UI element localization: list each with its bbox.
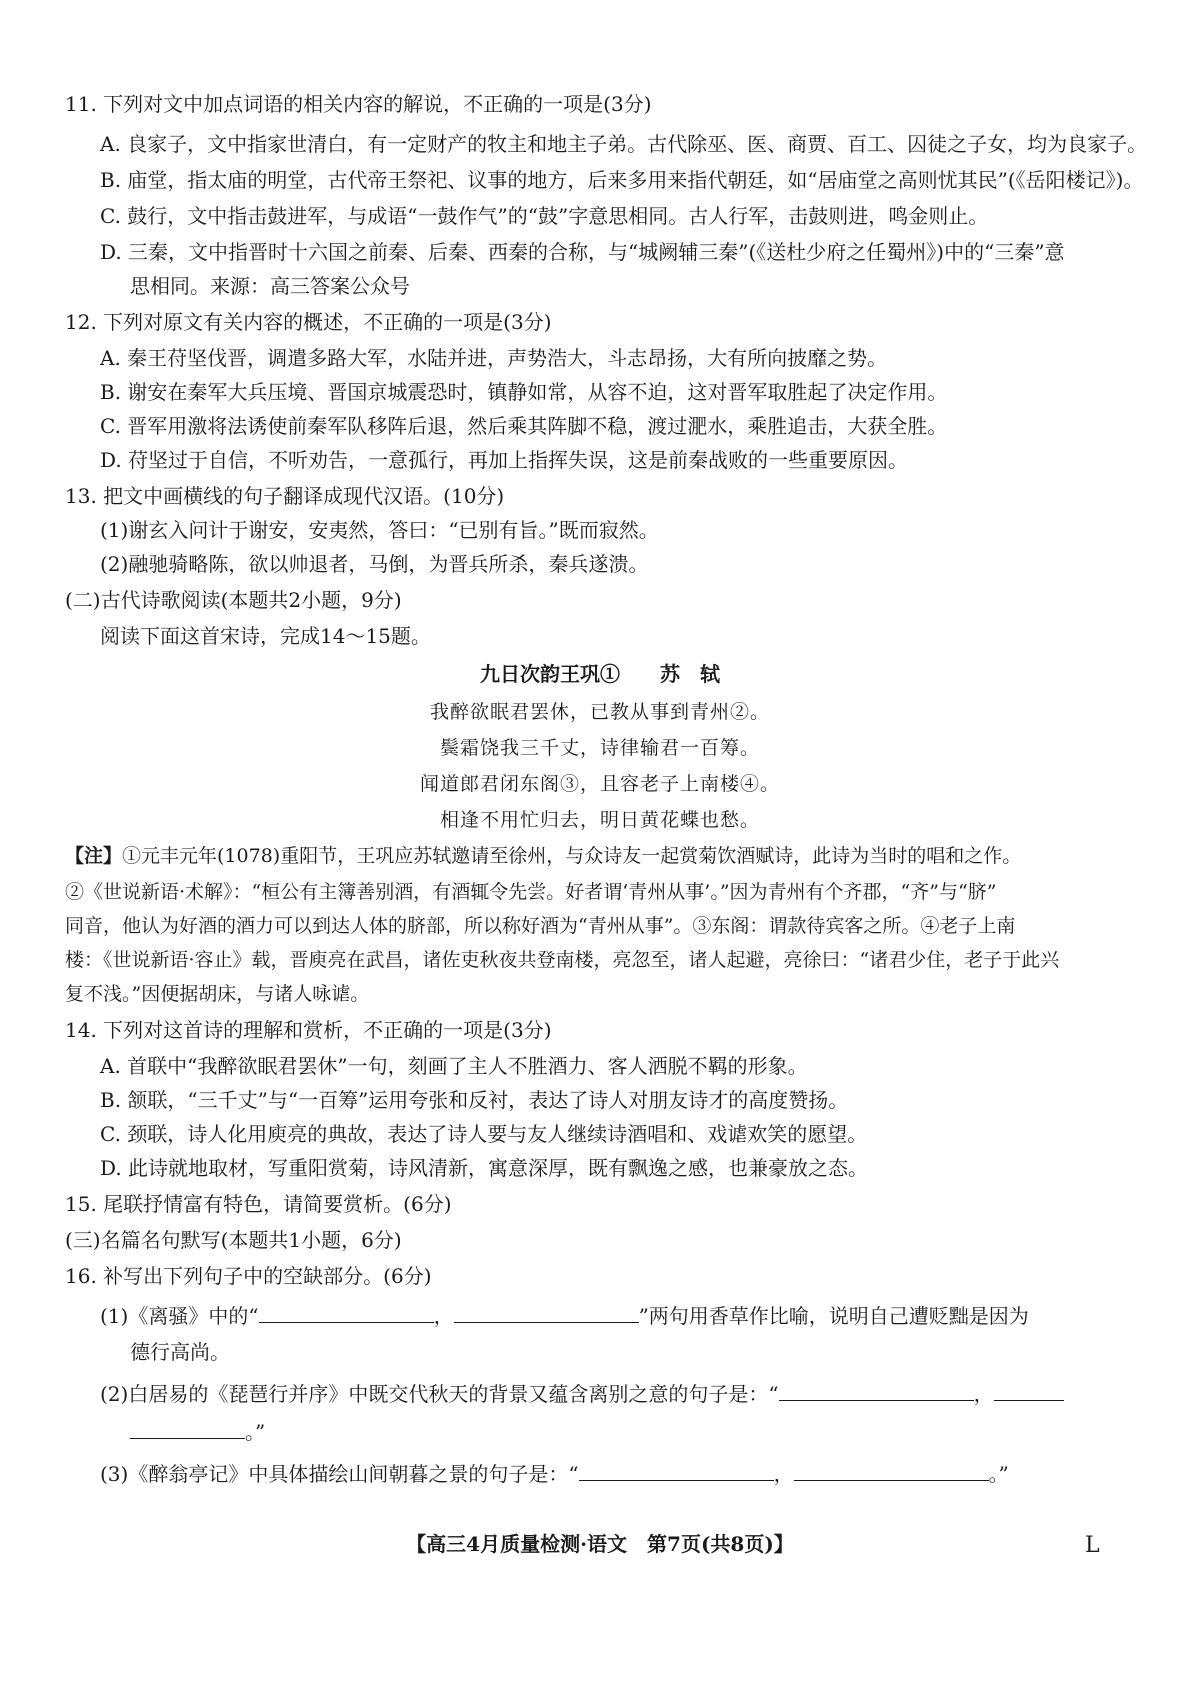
q11-stem: 11. 下列对文中加点词语的相关内容的解说，不正确的一项是(3分) — [65, 92, 652, 116]
q13-stem: 13. 把文中画横线的句子翻译成现代汉语。(10分) — [65, 484, 505, 508]
note-line-3: 同音，他认为好酒的酒力可以到达人体的脐部，所以称好酒为“青州从事”。③东阁：谓款待宾客之所。④老子上南 — [65, 915, 1016, 937]
q12-option-d: D. 苻坚过于自信，不听劝告，一意孤行，再加上指挥失误，这是前秦战败的一些重要原因。 — [100, 448, 909, 472]
q13-sentence-1: (1)谢玄入问计于谢安，安夷然，答曰：“已别有旨。”既而寂然。 — [100, 518, 659, 542]
q16-s3-comma: ， — [773, 1462, 794, 1486]
q14-stem: 14. 下列对这首诗的理解和赏析，不正确的一项是(3分) — [65, 1018, 552, 1042]
poem-line-2: 鬓霜饶我三千丈，诗律输君一百筹。 — [439, 737, 760, 759]
q14-option-b: B. 颔联，“三千丈”与“一百筹”运用夸张和反衬，表达了诗人对朋友诗才的高度赞扬。 — [100, 1088, 849, 1112]
poem-title: 九日次韵王巩① 苏 轼 — [480, 662, 720, 686]
q11-option-c: C. 鼓行，文中指击鼓进军，与成语“一鼓作气”的“鼓”字意思相同。古人行军，击鼓则进，鸣金则止。 — [100, 204, 989, 228]
q16-s1-comma: ， — [433, 1304, 454, 1328]
answer-blank[interactable] — [779, 1380, 974, 1401]
q16-s1-suffix: ”两句用香草作比喻，说明自己遭贬黜是因为 — [638, 1304, 1029, 1328]
answer-blank[interactable] — [454, 1302, 639, 1323]
answer-blank[interactable] — [130, 1418, 245, 1439]
q14-option-a: A. 首联中“我醉欲眠君罢休”一句，刻画了主人不胜酒力、客人洒脱不羁的形象。 — [100, 1054, 808, 1078]
q11-option-d: D. 三秦，文中指晋时十六国之前秦、后秦、西秦的合称，与“城阙辅三秦”(《送杜少府之任蜀州》)中的“三秦”意 — [100, 240, 1065, 264]
note-line-5: 复不浅。”因便据胡床，与诸人咏谑。 — [65, 983, 370, 1005]
q12-option-a: A. 秦王苻坚伐晋，调遣多路大军，水陆并进，声势浩大，斗志昂扬，大有所向披靡之势。 — [100, 346, 888, 370]
q16-s2-comma: ， — [973, 1382, 994, 1406]
note-tag: 【注】 — [65, 845, 123, 867]
q16-sentence-1 — [100, 1302, 1029, 1330]
q12-option-c: C. 晋军用激将法诱使前秦军队移阵后退，然后乘其阵脚不稳，渡过淝水，乘胜追击，大获全胜。 — [100, 414, 948, 438]
q11-option-b: B. 庙堂，指太庙的明堂，古代帝王祭祀、议事的地方，后来多用来指代朝廷，如“居庙堂之高则忧其民”(《岳阳楼记》)。 — [100, 168, 1144, 192]
q13-sentence-2: (2)融驰骑略陈，欲以帅退者，马倒，为晋兵所杀，秦兵遂溃。 — [100, 552, 649, 576]
q16-sentence-2-cont — [130, 1418, 265, 1446]
q16-s3-end: 。” — [988, 1462, 1009, 1486]
q16-sentence-2 — [100, 1380, 1064, 1408]
answer-blank[interactable] — [579, 1460, 774, 1481]
q16-s2-end: 。” — [245, 1420, 266, 1444]
note-line-2: ②《世说新语·术解》：“桓公有主簿善别酒，有酒辄令先尝。好者谓‘青州从事’。”因为青州有个齐郡，“齐”与“脐” — [65, 881, 997, 903]
q11-option-d-cont: 思相同。来源：高三答案公众号 — [130, 274, 410, 298]
note-line-1 — [65, 842, 1021, 870]
q16-s2-prefix: (2)白居易的《琵琶行并序》中既交代秋天的背景又蕴含离别之意的句子是：“ — [100, 1382, 779, 1406]
q16-stem: 16. 补写出下列句子中的空缺部分。(6分) — [65, 1264, 432, 1288]
q16-s1-prefix: (1)《离骚》中的“ — [100, 1304, 259, 1328]
q12-stem: 12. 下列对原文有关内容的概述，不正确的一项是(3分) — [65, 310, 552, 334]
section-2-heading: (二)古代诗歌阅读(本题共2小题，9分) — [65, 588, 402, 612]
poem-line-3: 闻道郎君闭东阁③，且容老子上南楼④。 — [419, 773, 780, 795]
section-2-intro: 阅读下面这首宋诗，完成14～15题。 — [100, 624, 431, 648]
answer-blank[interactable] — [994, 1380, 1064, 1401]
q16-s3-prefix: (3)《醉翁亭记》中具体描绘山间朝暮之景的句子是：“ — [100, 1462, 579, 1486]
answer-blank[interactable] — [794, 1460, 989, 1481]
q16-sentence-1-cont: 德行高尚。 — [130, 1340, 230, 1364]
q16-sentence-3 — [100, 1460, 1009, 1488]
note-text-1: ①元丰元年(1078)重阳节，王巩应苏轼邀请至徐州，与众诗友一起赏菊饮酒赋诗，此诗为当时的唱和之作。 — [122, 845, 1022, 867]
answer-blank[interactable] — [259, 1302, 434, 1323]
poem-line-1: 我醉欲眠君罢休，已教从事到青州②。 — [429, 701, 770, 723]
q14-option-d: D. 此诗就地取材，写重阳赏菊，诗风清新，寓意深厚，既有飘逸之感，也兼豪放之态。 — [100, 1156, 869, 1180]
corner-mark: L — [1085, 1533, 1100, 1558]
section-3-heading: (三)名篇名句默写(本题共1小题，6分) — [65, 1228, 402, 1252]
q11-option-a: A. 良家子，文中指家世清白，有一定财产的牧主和地主子弟。古代除巫、医、商贾、百工、囚徒之子女，均为良家子。 — [100, 132, 1148, 156]
q12-option-b: B. 谢安在秦军大兵压境、晋国京城震恐时，镇静如常，从容不迫，这对晋军取胜起了决定作用。 — [100, 380, 948, 404]
q14-option-c: C. 颈联，诗人化用庾亮的典故，表达了诗人要与友人继续诗酒唱和、戏谑欢笑的愿望。 — [100, 1122, 868, 1146]
poem-line-4: 相逢不用忙归去，明日黄花蝶也愁。 — [439, 809, 760, 831]
q15-stem: 15. 尾联抒情富有特色，请简要赏析。(6分) — [65, 1192, 452, 1216]
note-line-4: 楼：《世说新语·容止》载，晋庾亮在武昌，诸佐吏秋夜共登南楼，亮忽至，诸人起避，亮徐曰：“诸君少住，老子于此兴 — [65, 949, 1060, 971]
page-footer: 【高三4月质量检测·语文 第7页(共8页)】 — [406, 1532, 794, 1556]
